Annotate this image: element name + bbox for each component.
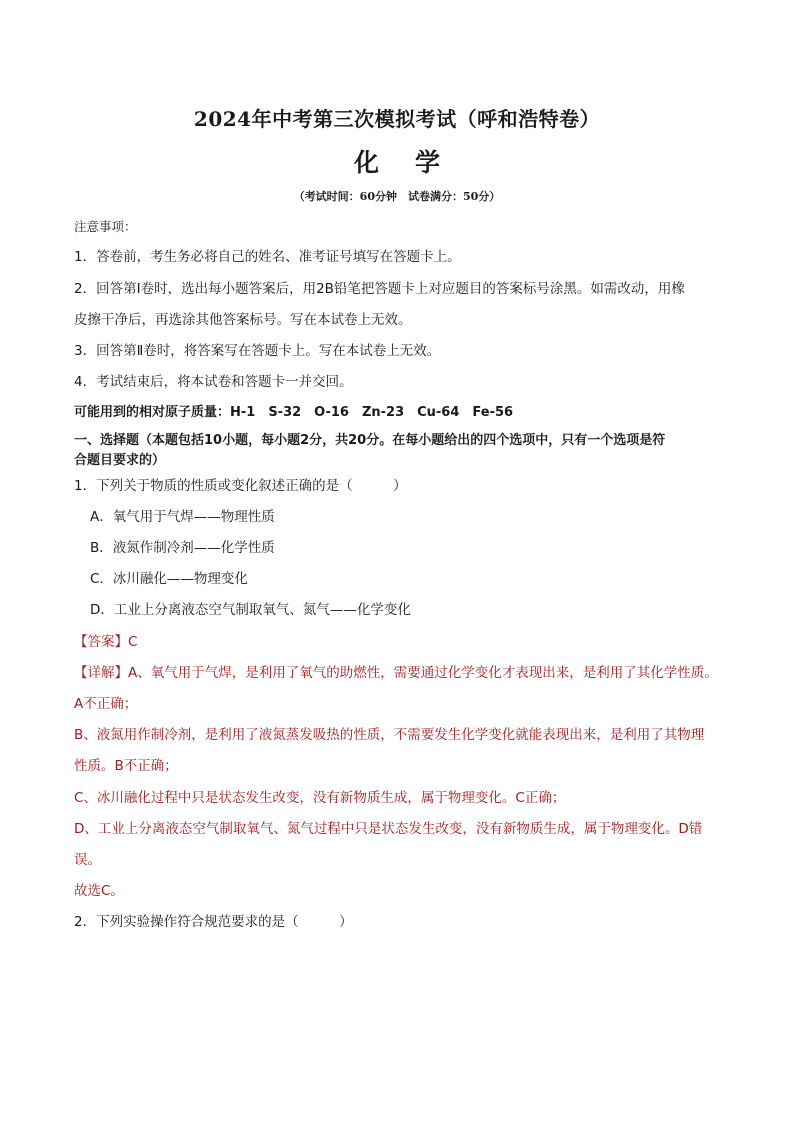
section-1-heading-line-2: 合题目要求的） [74,453,166,468]
subject-char-1: 化 [353,148,379,177]
subject-title [0,143,794,179]
section-1-heading-line-1: 一、选择题（本题包括10小题，每小题2分，共20分。在每小题给出的四个选项中，只有一个选项是符 [74,433,666,448]
question-1-detail-line-4: 性质。B不正确； [74,758,178,774]
question-1-answer: 【答案】C [74,634,138,650]
notice-item-1: 1．答卷前，考生务必将自己的姓名、准考证号填写在答题卡上。 [74,249,461,265]
question-1-detail-line-3: B、液氮用作制冷剂，是利用了液氮蒸发吸热的性质，不需要发生化学变化就能表现出来，是利用了其物理 [74,727,705,743]
question-1-detail-line-6: D、工业上分离液态空气制取氧气、氮气过程中只是状态发生改变，没有新物质生成，属于物理变化。D错 [74,821,703,837]
question-1-option-d: D．工业上分离液态空气制取氧气、氮气——化学变化 [90,602,411,618]
notice-item-2-line-1: 2．回答第Ⅰ卷时，选出每小题答案后，用2B铅笔把答题卡上对应题目的答案标号涂黑。如需改动，用橡 [74,281,685,297]
subject-char-2: 学 [415,148,441,177]
exam-time-info: （考试时间：60分钟 试卷满分：50分） [293,190,501,203]
question-1-option-b: B．液氮作制冷剂——化学性质 [90,540,275,556]
notice-heading: 注意事项： [74,219,137,234]
exam-title: 2024年中考第三次模拟考试（呼和浩特卷） [193,107,601,131]
question-1-detail-line-2: A不正确； [74,696,138,712]
notice-item-2-line-2: 皮擦干净后，再选涂其他答案标号。写在本试卷上无效。 [74,312,412,328]
atomic-masses: 可能用到的相对原子质量：H-1 S-32 O-16 Zn-23 Cu-64 Fe-56 [74,405,514,420]
question-1-option-c: C．冰川融化——物理变化 [90,571,248,587]
question-1-detail-line-5: C、冰川融化过程中只是状态发生改变，没有新物质生成，属于物理变化。C正确； [74,790,566,806]
question-2-stem: 2．下列实验操作符合规范要求的是（ ） [74,914,353,930]
notice-item-4: 4．考试结束后，将本试卷和答题卡一并交回。 [74,374,353,390]
question-1-conclusion: 故选C。 [74,883,124,899]
question-1-stem: 1．下列关于物质的性质或变化叙述正确的是（ ） [74,478,407,494]
question-1-detail-line-7: 误。 [74,852,101,868]
question-1-option-a: A．氧气用于气焊——物理性质 [90,509,275,525]
question-1-detail-line-1: 【详解】A、氧气用于气焊，是利用了氧气的助燃性，需要通过化学变化才表现出来，是利用了其化学性质。 [74,665,718,681]
notice-item-3: 3．回答第Ⅱ卷时，将答案写在答题卡上。写在本试卷上无效。 [74,343,441,359]
